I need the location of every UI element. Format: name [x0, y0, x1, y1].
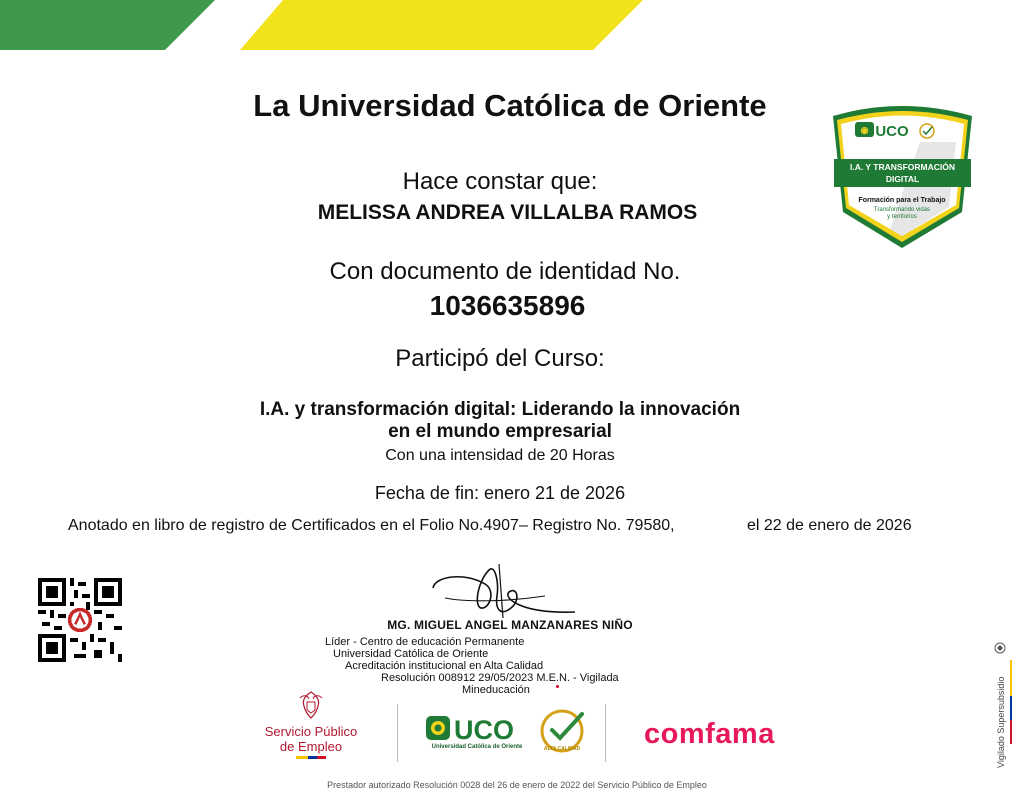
signer-title-line3: Acreditación institucional en Alta Calidad: [345, 660, 544, 672]
vigilado-text: Vigilado Supersubsidio: [996, 676, 1006, 768]
signer-name: MG. MIGUEL ANGEL MANZANARES NIÑO: [387, 618, 633, 632]
intro-text: Hace constar que:: [402, 168, 598, 195]
course-title-line2: en el mundo empresarial: [388, 421, 612, 442]
svg-text:I.A. Y TRANSFORMACIÓN: I.A. Y TRANSFORMACIÓN: [850, 162, 955, 172]
document-label: Con documento de identidad No.: [329, 258, 681, 285]
alta-calidad-seal-icon: [538, 706, 592, 756]
top-stripes: [0, 0, 1034, 50]
svg-text:◉: ◉: [860, 125, 869, 135]
uco-logo-text: UCO: [454, 715, 514, 745]
footer-note: Prestador autorizado Resolución 0028 del 26 de enero de 2022 del Servicio Público de Empleo: [327, 780, 707, 790]
uco-logo: [424, 712, 530, 746]
spe-logo-line2: de Empleo: [279, 739, 343, 754]
registry-date: el 22 de enero de 2026: [747, 517, 912, 534]
vigilado-emblem-icon: [985, 640, 1015, 770]
logo-divider: [605, 704, 606, 762]
colombia-flag-bar: [296, 756, 326, 759]
badge-tagline1: Transformando vidas: [873, 207, 931, 213]
document-number: 1036635896: [429, 290, 586, 321]
comfama-logo: comfama: [644, 718, 775, 750]
signature-icon: [425, 562, 585, 620]
svg-text:DIGITAL: DIGITAL: [885, 174, 920, 184]
signer-title-line5: Mineducación: [462, 684, 530, 696]
participation-text: Participó del Curso:: [395, 345, 605, 372]
registry-text: Anotado en libro de registro de Certificados en el Folio No.4907– Registro No. 79580,: [68, 517, 675, 534]
colombia-emblem-icon: [296, 690, 326, 720]
badge-logo-text: UCO: [875, 123, 909, 140]
course-title-line1: I.A. y transformación digital: Liderando la innovación: [259, 399, 741, 420]
uco-logo-subtitle: Universidad Católica de Oriente: [431, 744, 523, 750]
badge-subtitle: Formación para el Trabajo: [858, 197, 946, 204]
signer-title-line4: Resolución 008912 29/05/2023 M.E.N. - Vigilada: [381, 672, 619, 684]
institution-title: La Universidad Católica de Oriente: [253, 88, 767, 123]
recipient-name: MELISSA ANDREA VILLALBA RAMOS: [317, 201, 698, 224]
spe-logo-line1: Servicio Público: [264, 724, 358, 739]
signer-title-line2: Universidad Católica de Oriente: [333, 648, 489, 660]
badge-tagline2: y territorios: [887, 214, 917, 220]
signer-title-line1: Líder - Centro de educación Permanente: [325, 636, 525, 648]
course-badge-icon: [830, 102, 975, 250]
logo-divider: [397, 704, 398, 762]
course-intensity: Con una intensidad de 20 Horas: [385, 447, 615, 464]
end-date: Fecha de fin: enero 21 de 2026: [374, 483, 626, 503]
seal-text: ALTA CALIDAD: [543, 746, 581, 752]
red-dot-mark: [556, 685, 559, 688]
qr-code-icon[interactable]: [38, 578, 122, 662]
